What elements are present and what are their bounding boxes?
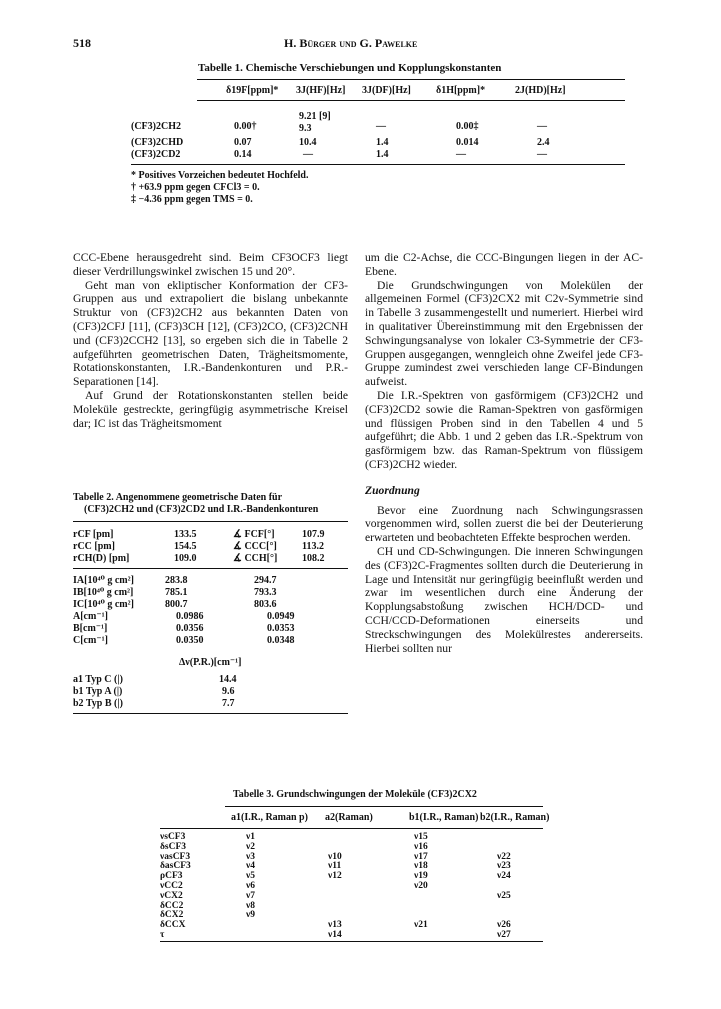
table3-cell: ν6 [246,881,255,891]
table2-cell: 283.8 [165,575,188,586]
table3-row-label: δasCF3 [160,861,191,872]
table1-cell: — [456,149,466,160]
table1-cell: 1.4 [376,137,389,148]
table3-top-rule [225,806,543,807]
table3-row-label: νsCF3 [160,832,186,842]
table2-cell: rCF [pm] [73,529,114,540]
table1-cell: — [376,121,386,132]
table1-note: ‡ −4.36 ppm gegen TMS = 0. [131,194,253,205]
table3-row-label: τ [160,930,165,940]
table1-header: δ1H[ppm]* [436,85,486,96]
table3-row-label: νasCF3 [160,851,191,862]
table1-row-label: (CF3)2CHD [131,137,184,148]
table3-cell: ν24 [497,871,511,882]
table2-cell: rCH(D) [pm] [73,553,130,564]
table2-cell: ∡ CCC[°] [233,541,277,552]
table1-top-rule [197,79,625,80]
table3-cell: ν2 [246,841,255,852]
table2-cell: 294.7 [254,575,277,586]
table2-cell: IA[10⁴⁰ g cm²] [73,575,134,586]
table1-caption: Tabelle 1. Chemische Verschiebungen und Kopplungskonstanten [198,62,502,74]
table3-header: a2(Raman) [325,812,373,823]
table2-cell: 133.5 [174,529,197,540]
table3-cell: ν7 [246,890,255,901]
table1-mid-rule [197,100,625,101]
table1-cell: 1.4 [376,149,389,160]
table1-cell: — [537,149,547,160]
table2-cell: 0.0348 [267,635,295,646]
table3-cell: ν23 [497,861,511,872]
table3-cell: ν16 [414,841,428,852]
table3-cell: ν26 [497,920,511,931]
table3-row-label: νCC2 [160,881,183,891]
table2-cell: 793.3 [254,587,277,598]
table3-cell: ν11 [328,861,342,872]
table3-cell: ν22 [497,851,511,862]
table3-row-label: νCX2 [160,890,183,901]
table3-cell: ν8 [246,900,255,911]
table3-cell: ν12 [328,871,342,882]
page-number: 518 [73,36,91,50]
table3-cell: ν17 [414,851,428,862]
right-column-text [365,251,643,655]
table2-cell: ∡ FCF[°] [233,529,275,540]
table2-cell: 0.0949 [267,611,295,622]
table1-cell: 0.00‡ [456,121,479,132]
table3-cell: ν27 [497,930,511,940]
table2-cell: 0.0350 [176,635,204,646]
table2-cell: 0.0986 [176,611,204,622]
table1-cell: 2.4 [537,137,550,148]
table3-bottom-rule [160,941,543,942]
table1-note: † +63.9 ppm gegen CFCl3 = 0. [131,182,260,193]
table3-row-label: ρCF3 [160,871,183,882]
table2-cell: 0.0353 [267,623,295,634]
table2-dnu-header: Δν(P.R.)[cm⁻¹] [179,657,242,668]
table3-cell: ν10 [328,851,342,862]
table1-header: 3J(HF)[Hz] [296,85,346,96]
paragraph: Auf Grund der Rotationskonstanten stellen beide Moleküle gestreckte, geringfügig asymmetrische Kreisel dar; IC ist das Trägheitsmoment [73,388,348,430]
table1-note: * Positives Vorzeichen bedeutet Hochfeld. [131,170,309,181]
table2-cell: 154.5 [174,541,197,552]
table2-cell: 113.2 [302,541,324,552]
table1-header: δ19F[ppm]* [226,85,279,96]
table1-header: 3J(DF)[Hz] [362,85,411,96]
table1-cell: 0.014 [456,137,479,148]
table3-cell: ν19 [414,871,428,882]
table3-row-label: δsCF3 [160,841,187,852]
paragraph: CH und CD-Schwingungen. Die inneren Schwingungen des (CF3)2C-Fragmentes sollten durch die Deuterierung in Lage und Intensität nur geringfügig beeinflußt werden und zwar im wesentlichen durch eine Änderung der Kopplungsabstoßung zwischen HCH/DCD- und CCH/CCD-Deformationen einerseits und Streckschwingungen des Molekülrestes andererseits. Hierbei sollten nur [365,544,643,655]
table1-row-label: (CF3)2CD2 [131,149,181,160]
table2-cell: 108.2 [302,553,325,564]
paragraph: Geht man von ekliptischer Konformation der CF3-Gruppen aus und extrapoliert die bislang unbekannte Struktur von (CF3)2CH2 aus bekannten Daten von (CF3)2CFJ [11], (CF3)3CH [12], (CF3)2CO, (CF3)2CNH und (CF3)2CCH2 [13], so ergeben sich die in Tabelle 2 aufgeführten geometrischen Daten, Trägheitsmomente, Rotationskonstanten, I.R.-Bandenkonturen und P.R.-Separationen [14]. [73,278,348,389]
table3-cell: ν14 [328,930,342,940]
table2-cell: 107.9 [302,529,325,540]
paragraph: Die Grundschwingungen von Molekülen der allgemeinen Formel (CF3)2CX2 mit C2v-Symmetrie sind in Tabelle 3 zusammengestellt und numeriert. Hierbei wird in qualitativer Übereinstimmung mit den Ergebnissen der Schwingungsanalyse von lokaler C3-Symmetrie der CF3-Gruppen ausgegangen, wenngleich ohne Zweifel jede CF3-Gruppe zumindest zwei verschieden lange CF-Bindungen aufweist. [365,278,643,389]
running-header: H. Bürger und G. Pawelke [284,36,418,50]
table1-cell: 10.4 [299,137,317,148]
table3-cell: ν20 [414,881,428,891]
paragraph: um die C2-Achse, die CCC-Bingungen liegen in der AC-Ebene. [365,251,643,278]
table3-cell: ν5 [246,871,255,882]
table2-caption: (CF3)2CH2 und (CF3)2CD2 und I.R.-Bandenkonturen [84,504,319,515]
table3-caption: Tabelle 3. Grundschwingungen der Moleküle (CF3)2CX2 [233,789,477,800]
table2-cell: C[cm⁻¹] [73,635,108,646]
table3-cell: ν18 [414,861,428,872]
table1-cell: — [537,121,547,132]
table2-bottom-rule [73,713,348,714]
table3-header: b2(I.R., Raman) [480,812,550,823]
table2-cell: A[cm⁻¹] [73,611,108,622]
table2-cell: IB[10⁴⁰ g cm²] [73,587,134,598]
table2-cell: 14.4 [219,674,237,685]
table3-cell: ν9 [246,910,255,921]
paragraph: Bevor eine Zuordnung nach Schwingungsrassen vorgenommen wird, sollen zuerst die bei der Deuterierung erwarteten und beobachteten Effekte besprochen werden. [365,503,643,545]
table3-row-label: δCX2 [160,910,184,921]
table3-cell: ν13 [328,920,342,931]
table3-cell: ν21 [414,920,428,931]
table1-cell: — [303,149,313,160]
table3-header: a1(I.R., Raman p) [231,812,308,823]
section-heading: Zuordnung [365,483,420,497]
table2-cell: 7.7 [222,698,235,709]
table1-cell: 9.3 [299,123,312,134]
table3-header: b1(I.R., Raman) [409,812,479,823]
table2-caption: Tabelle 2. Angenommene geometrische Daten für [73,492,283,503]
table3-row-label: δCC2 [160,900,184,911]
table1-cell: 0.00† [234,121,257,132]
table2-cell: 800.7 [165,599,188,610]
table2-cell: 803.6 [254,599,277,610]
table1-row-label: (CF3)2CH2 [131,121,181,132]
table3-mid-rule [160,828,543,829]
table1-cell: 0.07 [234,137,252,148]
table2-cell: a1 Typ C (|) [73,674,123,685]
table3-row-label: δCCX [160,920,186,931]
table2-cell: IC[10⁴⁰ g cm²] [73,599,134,610]
table3-cell: ν15 [414,832,428,842]
table3-cell: ν25 [497,890,511,901]
table3-cell: ν3 [246,851,255,862]
table1-header: 2J(HD)[Hz] [515,85,566,96]
paragraph: CCC-Ebene herausgedreht sind. Beim CF3OCF3 liegt dieser Verdrillungswinkel zwischen 15 und 20°. [73,251,348,278]
table2-cell: B[cm⁻¹] [73,623,108,634]
left-column-text [73,251,348,430]
paragraph: Die I.R.-Spektren von gasförmigem (CF3)2CH2 und (CF3)2CD2 sowie die Raman-Spektren von gasförmigen und flüssigen Proben sind in den Tabellen 4 und 5 aufgeführt; die Abb. 1 und 2 geben das I.R.-Spektrum von gasförmigem bzw. das Raman-Spektrum von flüssigem (CF3)2CH2 wieder. [365,388,643,471]
table2-cell: b2 Typ B (|) [73,698,123,709]
table1-cell: 9.21 [9] [299,111,331,122]
table2-rule [73,568,348,569]
table2-cell: ∡ CCH[°] [233,553,278,564]
table2-cell: 0.0356 [176,623,204,634]
table2-cell: b1 Typ A (|) [73,686,123,697]
table2-cell: 109.0 [174,553,197,564]
table3-cell: ν4 [246,861,255,872]
table1-bottom-rule [131,164,625,165]
table2-cell: 9.6 [222,686,235,697]
table2-top-rule [73,521,348,522]
table2-cell: 785.1 [165,587,188,598]
table1-cell: 0.14 [234,149,252,160]
table3-cell: ν1 [246,832,255,842]
table2-cell: rCC [pm] [73,541,115,552]
